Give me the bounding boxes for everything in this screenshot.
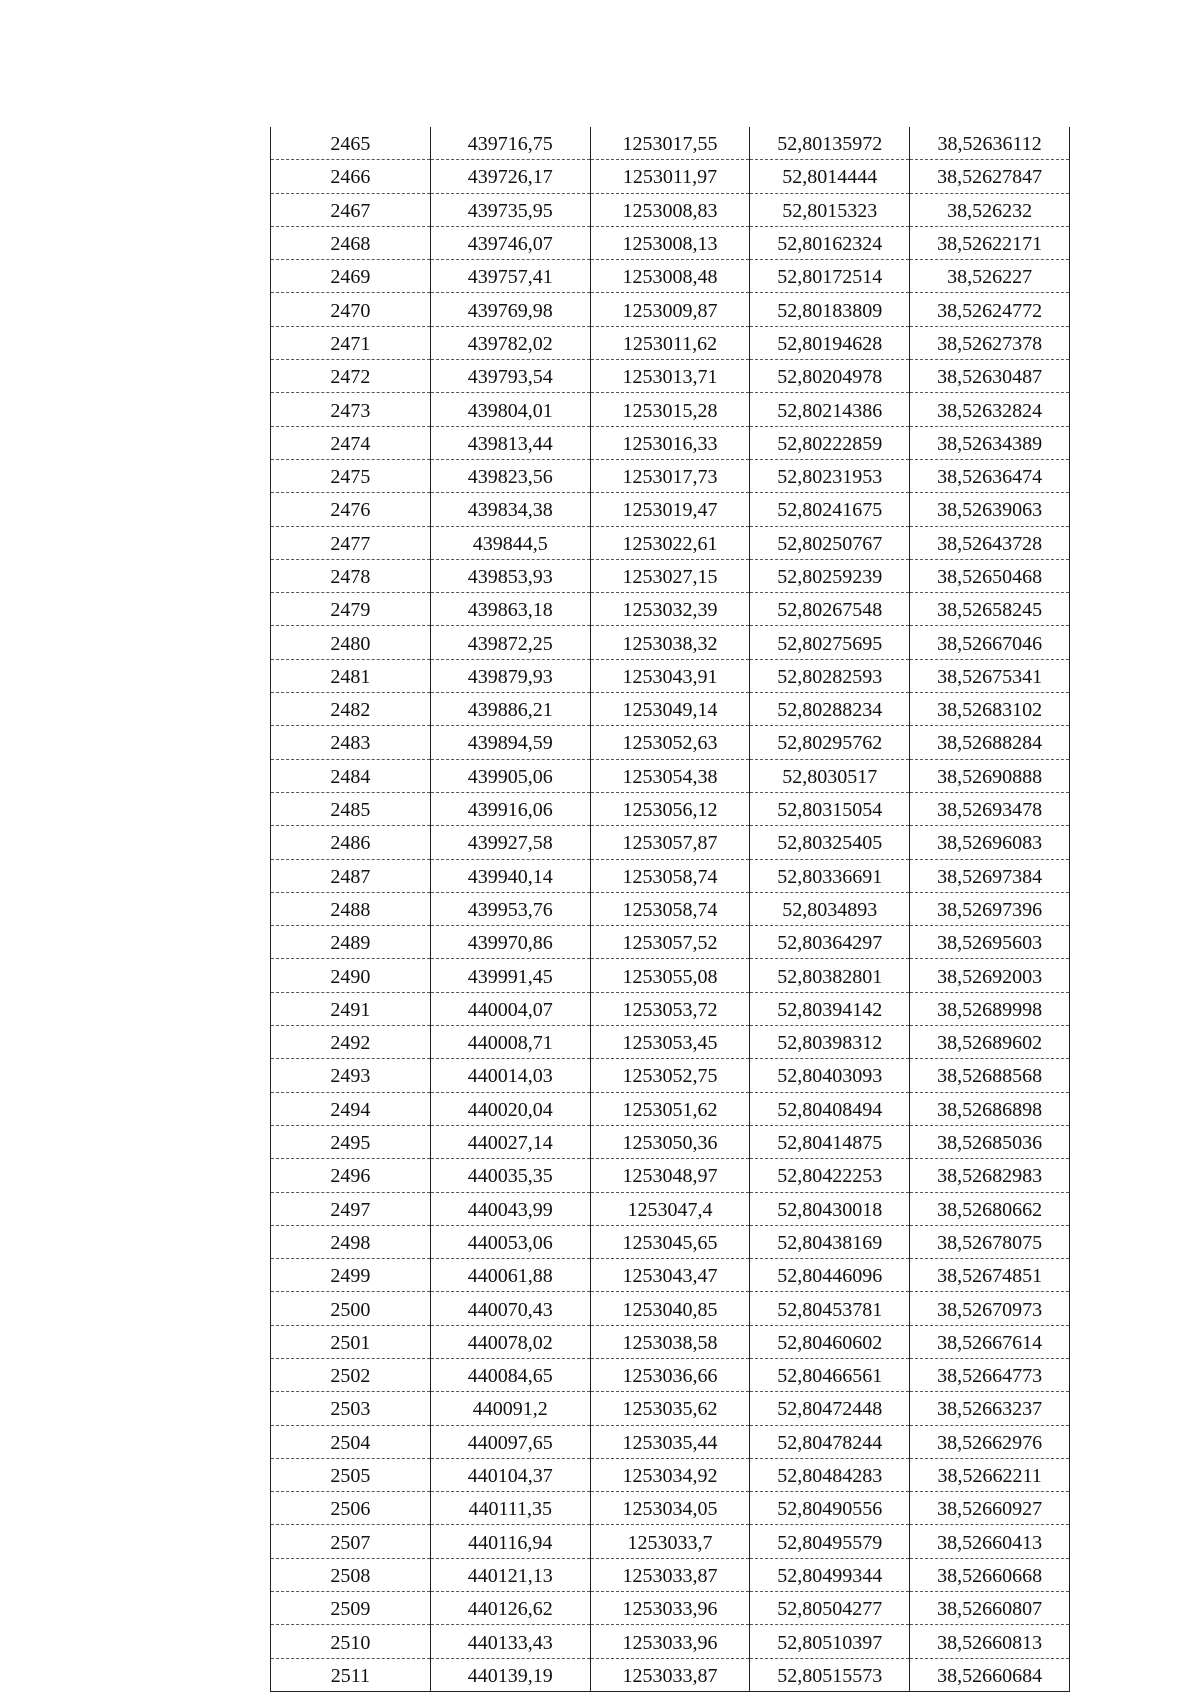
cell-point-number: 2492 (271, 1026, 431, 1059)
cell-x-coordinate: 439746,07 (430, 226, 590, 259)
table-row (271, 792, 1070, 825)
cell-x-coordinate: 440078,02 (430, 1325, 590, 1358)
cell-longitude: 38,52622171 (910, 226, 1070, 259)
cell-y-coordinate: 1253057,87 (590, 826, 750, 859)
table-row (271, 1059, 1070, 1092)
cell-latitude: 52,80135972 (750, 127, 910, 160)
cell-longitude: 38,52697396 (910, 892, 1070, 925)
cell-y-coordinate: 1253034,92 (590, 1458, 750, 1491)
cell-longitude: 38,52682983 (910, 1159, 1070, 1192)
cell-latitude: 52,80250767 (750, 526, 910, 559)
cell-x-coordinate: 440043,99 (430, 1192, 590, 1225)
cell-point-number: 2504 (271, 1425, 431, 1458)
cell-x-coordinate: 439894,59 (430, 726, 590, 759)
table-row (271, 826, 1070, 859)
cell-x-coordinate: 439970,86 (430, 926, 590, 959)
cell-y-coordinate: 1253032,39 (590, 593, 750, 626)
cell-point-number: 2509 (271, 1592, 431, 1625)
cell-latitude: 52,80484283 (750, 1458, 910, 1491)
cell-x-coordinate: 440116,94 (430, 1525, 590, 1558)
table-row (271, 426, 1070, 459)
table-row (271, 626, 1070, 659)
cell-longitude: 38,52675341 (910, 659, 1070, 692)
cell-point-number: 2489 (271, 926, 431, 959)
cell-point-number: 2475 (271, 459, 431, 492)
cell-point-number: 2474 (271, 426, 431, 459)
cell-point-number: 2476 (271, 493, 431, 526)
cell-point-number: 2467 (271, 193, 431, 226)
cell-longitude: 38,52636112 (910, 127, 1070, 160)
table-row (271, 1125, 1070, 1158)
cell-point-number: 2493 (271, 1059, 431, 1092)
table-row (271, 859, 1070, 892)
cell-latitude: 52,80162324 (750, 226, 910, 259)
cell-longitude: 38,52660807 (910, 1592, 1070, 1625)
cell-latitude: 52,80453781 (750, 1292, 910, 1325)
cell-latitude: 52,80478244 (750, 1425, 910, 1458)
cell-x-coordinate: 440084,65 (430, 1358, 590, 1391)
cell-longitude: 38,52670973 (910, 1292, 1070, 1325)
cell-latitude: 52,8014444 (750, 160, 910, 193)
cell-longitude: 38,52685036 (910, 1125, 1070, 1158)
table-row (271, 1192, 1070, 1225)
cell-x-coordinate: 439823,56 (430, 459, 590, 492)
cell-longitude: 38,52634389 (910, 426, 1070, 459)
cell-y-coordinate: 1253011,97 (590, 160, 750, 193)
cell-y-coordinate: 1253009,87 (590, 293, 750, 326)
cell-longitude: 38,52643728 (910, 526, 1070, 559)
table-row (271, 526, 1070, 559)
cell-y-coordinate: 1253022,61 (590, 526, 750, 559)
cell-point-number: 2491 (271, 992, 431, 1025)
cell-x-coordinate: 440139,19 (430, 1658, 590, 1691)
cell-y-coordinate: 1253049,14 (590, 693, 750, 726)
table-row (271, 759, 1070, 792)
cell-longitude: 38,52689602 (910, 1026, 1070, 1059)
cell-x-coordinate: 440091,2 (430, 1392, 590, 1425)
table-row (271, 1026, 1070, 1059)
cell-latitude: 52,80183809 (750, 293, 910, 326)
table-row (271, 1392, 1070, 1425)
cell-x-coordinate: 439813,44 (430, 426, 590, 459)
cell-latitude: 52,80495579 (750, 1525, 910, 1558)
cell-longitude: 38,52630487 (910, 360, 1070, 393)
cell-point-number: 2485 (271, 792, 431, 825)
cell-x-coordinate: 440053,06 (430, 1225, 590, 1258)
cell-point-number: 2510 (271, 1625, 431, 1658)
cell-longitude: 38,52658245 (910, 593, 1070, 626)
cell-longitude: 38,52632824 (910, 393, 1070, 426)
table-row (271, 293, 1070, 326)
cell-longitude: 38,52624772 (910, 293, 1070, 326)
cell-latitude: 52,80267548 (750, 593, 910, 626)
cell-y-coordinate: 1253016,33 (590, 426, 750, 459)
cell-x-coordinate: 440020,04 (430, 1092, 590, 1125)
cell-latitude: 52,80490556 (750, 1492, 910, 1525)
cell-y-coordinate: 1253045,65 (590, 1225, 750, 1258)
cell-latitude: 52,80408494 (750, 1092, 910, 1125)
cell-longitude: 38,52662976 (910, 1425, 1070, 1458)
cell-longitude: 38,52664773 (910, 1358, 1070, 1391)
cell-x-coordinate: 439782,02 (430, 326, 590, 359)
cell-x-coordinate: 439905,06 (430, 759, 590, 792)
cell-x-coordinate: 440014,03 (430, 1059, 590, 1092)
cell-y-coordinate: 1253027,15 (590, 559, 750, 592)
cell-latitude: 52,80499344 (750, 1558, 910, 1591)
cell-x-coordinate: 439716,75 (430, 127, 590, 160)
cell-latitude: 52,80222859 (750, 426, 910, 459)
cell-x-coordinate: 439916,06 (430, 792, 590, 825)
cell-point-number: 2501 (271, 1325, 431, 1358)
cell-x-coordinate: 439793,54 (430, 360, 590, 393)
cell-y-coordinate: 1253013,71 (590, 360, 750, 393)
cell-point-number: 2468 (271, 226, 431, 259)
table-row (271, 1458, 1070, 1491)
cell-x-coordinate: 439991,45 (430, 959, 590, 992)
cell-latitude: 52,80403093 (750, 1059, 910, 1092)
table-row (271, 726, 1070, 759)
cell-x-coordinate: 440111,35 (430, 1492, 590, 1525)
table-row (271, 1292, 1070, 1325)
cell-latitude: 52,80394142 (750, 992, 910, 1025)
cell-point-number: 2488 (271, 892, 431, 925)
cell-latitude: 52,8015323 (750, 193, 910, 226)
cell-y-coordinate: 1253053,72 (590, 992, 750, 1025)
cell-y-coordinate: 1253011,62 (590, 326, 750, 359)
cell-point-number: 2482 (271, 693, 431, 726)
cell-x-coordinate: 440061,88 (430, 1259, 590, 1292)
cell-point-number: 2481 (271, 659, 431, 692)
cell-point-number: 2473 (271, 393, 431, 426)
table-row (271, 193, 1070, 226)
cell-y-coordinate: 1253008,83 (590, 193, 750, 226)
cell-y-coordinate: 1253034,05 (590, 1492, 750, 1525)
cell-y-coordinate: 1253035,44 (590, 1425, 750, 1458)
cell-longitude: 38,52696083 (910, 826, 1070, 859)
table-row (271, 1325, 1070, 1358)
cell-latitude: 52,80259239 (750, 559, 910, 592)
cell-longitude: 38,52660668 (910, 1558, 1070, 1591)
cell-point-number: 2484 (271, 759, 431, 792)
cell-y-coordinate: 1253035,62 (590, 1392, 750, 1425)
cell-longitude: 38,52689998 (910, 992, 1070, 1025)
cell-y-coordinate: 1253036,66 (590, 1358, 750, 1391)
cell-y-coordinate: 1253054,38 (590, 759, 750, 792)
cell-y-coordinate: 1253015,28 (590, 393, 750, 426)
cell-point-number: 2465 (271, 127, 431, 160)
cell-longitude: 38,52697384 (910, 859, 1070, 892)
cell-x-coordinate: 439927,58 (430, 826, 590, 859)
cell-latitude: 52,80315054 (750, 792, 910, 825)
cell-y-coordinate: 1253048,97 (590, 1159, 750, 1192)
cell-point-number: 2486 (271, 826, 431, 859)
cell-y-coordinate: 1253056,12 (590, 792, 750, 825)
cell-longitude: 38,52650468 (910, 559, 1070, 592)
cell-x-coordinate: 440070,43 (430, 1292, 590, 1325)
cell-x-coordinate: 439886,21 (430, 693, 590, 726)
cell-y-coordinate: 1253043,47 (590, 1259, 750, 1292)
cell-longitude: 38,52680662 (910, 1192, 1070, 1225)
coordinates-table-body (271, 127, 1070, 1691)
cell-point-number: 2494 (271, 1092, 431, 1125)
cell-y-coordinate: 1253058,74 (590, 892, 750, 925)
cell-point-number: 2496 (271, 1159, 431, 1192)
cell-y-coordinate: 1253057,52 (590, 926, 750, 959)
cell-longitude: 38,52695603 (910, 926, 1070, 959)
cell-point-number: 2480 (271, 626, 431, 659)
cell-x-coordinate: 439853,93 (430, 559, 590, 592)
cell-latitude: 52,80466561 (750, 1358, 910, 1391)
cell-longitude: 38,52662211 (910, 1458, 1070, 1491)
table-row (271, 393, 1070, 426)
cell-point-number: 2502 (271, 1358, 431, 1391)
cell-latitude: 52,80398312 (750, 1026, 910, 1059)
cell-point-number: 2503 (271, 1392, 431, 1425)
cell-longitude: 38,52692003 (910, 959, 1070, 992)
cell-latitude: 52,80231953 (750, 459, 910, 492)
table-row (271, 593, 1070, 626)
table-row (271, 260, 1070, 293)
cell-y-coordinate: 1253033,96 (590, 1592, 750, 1625)
cell-point-number: 2497 (271, 1192, 431, 1225)
cell-x-coordinate: 439735,95 (430, 193, 590, 226)
cell-latitude: 52,80241675 (750, 493, 910, 526)
cell-latitude: 52,80504277 (750, 1592, 910, 1625)
cell-point-number: 2469 (271, 260, 431, 293)
cell-point-number: 2507 (271, 1525, 431, 1558)
cell-x-coordinate: 439769,98 (430, 293, 590, 326)
cell-x-coordinate: 439757,41 (430, 260, 590, 293)
cell-latitude: 52,80275695 (750, 626, 910, 659)
table-row (271, 1358, 1070, 1391)
cell-y-coordinate: 1253017,73 (590, 459, 750, 492)
cell-x-coordinate: 439844,5 (430, 526, 590, 559)
cell-longitude: 38,52660927 (910, 1492, 1070, 1525)
cell-x-coordinate: 440035,35 (430, 1159, 590, 1192)
cell-longitude: 38,52674851 (910, 1259, 1070, 1292)
cell-x-coordinate: 440097,65 (430, 1425, 590, 1458)
cell-point-number: 2472 (271, 360, 431, 393)
cell-latitude: 52,80364297 (750, 926, 910, 959)
cell-point-number: 2487 (271, 859, 431, 892)
cell-point-number: 2506 (271, 1492, 431, 1525)
cell-x-coordinate: 440121,13 (430, 1558, 590, 1591)
table-row (271, 992, 1070, 1025)
cell-longitude: 38,52627378 (910, 326, 1070, 359)
cell-y-coordinate: 1253058,74 (590, 859, 750, 892)
cell-latitude: 52,8034893 (750, 892, 910, 925)
cell-y-coordinate: 1253008,13 (590, 226, 750, 259)
cell-longitude: 38,52660813 (910, 1625, 1070, 1658)
cell-x-coordinate: 439726,17 (430, 160, 590, 193)
table-row (271, 360, 1070, 393)
cell-longitude: 38,52688568 (910, 1059, 1070, 1092)
cell-point-number: 2498 (271, 1225, 431, 1258)
cell-latitude: 52,80282593 (750, 659, 910, 692)
cell-latitude: 52,80472448 (750, 1392, 910, 1425)
cell-y-coordinate: 1253017,55 (590, 127, 750, 160)
cell-y-coordinate: 1253053,45 (590, 1026, 750, 1059)
cell-point-number: 2495 (271, 1125, 431, 1158)
cell-longitude: 38,52683102 (910, 693, 1070, 726)
cell-latitude: 52,80204978 (750, 360, 910, 393)
table-row (271, 1592, 1070, 1625)
cell-y-coordinate: 1253052,75 (590, 1059, 750, 1092)
cell-latitude: 52,80460602 (750, 1325, 910, 1358)
cell-longitude: 38,52690888 (910, 759, 1070, 792)
cell-x-coordinate: 439834,38 (430, 493, 590, 526)
cell-y-coordinate: 1253038,58 (590, 1325, 750, 1358)
cell-longitude: 38,52693478 (910, 792, 1070, 825)
cell-longitude: 38,52667614 (910, 1325, 1070, 1358)
cell-point-number: 2479 (271, 593, 431, 626)
table-row (271, 892, 1070, 925)
cell-longitude: 38,52688284 (910, 726, 1070, 759)
table-row (271, 326, 1070, 359)
cell-latitude: 52,80430018 (750, 1192, 910, 1225)
cell-y-coordinate: 1253040,85 (590, 1292, 750, 1325)
table-row (271, 1225, 1070, 1258)
cell-y-coordinate: 1253051,62 (590, 1092, 750, 1125)
cell-longitude: 38,52678075 (910, 1225, 1070, 1258)
cell-x-coordinate: 440126,62 (430, 1592, 590, 1625)
cell-y-coordinate: 1253033,87 (590, 1558, 750, 1591)
cell-x-coordinate: 439940,14 (430, 859, 590, 892)
cell-x-coordinate: 439953,76 (430, 892, 590, 925)
cell-latitude: 52,80438169 (750, 1225, 910, 1258)
cell-latitude: 52,80172514 (750, 260, 910, 293)
cell-x-coordinate: 440104,37 (430, 1458, 590, 1491)
cell-longitude: 38,52667046 (910, 626, 1070, 659)
table-row (271, 160, 1070, 193)
cell-longitude: 38,52636474 (910, 459, 1070, 492)
cell-y-coordinate: 1253033,87 (590, 1658, 750, 1691)
cell-latitude: 52,8030517 (750, 759, 910, 792)
table-row (271, 1658, 1070, 1691)
cell-x-coordinate: 440027,14 (430, 1125, 590, 1158)
cell-longitude: 38,52686898 (910, 1092, 1070, 1125)
table-row (271, 1425, 1070, 1458)
cell-point-number: 2477 (271, 526, 431, 559)
coordinates-table (270, 127, 1070, 1692)
cell-longitude: 38,52663237 (910, 1392, 1070, 1425)
cell-latitude: 52,80382801 (750, 959, 910, 992)
cell-point-number: 2500 (271, 1292, 431, 1325)
cell-longitude: 38,526232 (910, 193, 1070, 226)
table-row (271, 693, 1070, 726)
cell-y-coordinate: 1253033,96 (590, 1625, 750, 1658)
cell-latitude: 52,80325405 (750, 826, 910, 859)
cell-x-coordinate: 440008,71 (430, 1026, 590, 1059)
cell-longitude: 38,52627847 (910, 160, 1070, 193)
cell-longitude: 38,526227 (910, 260, 1070, 293)
cell-point-number: 2478 (271, 559, 431, 592)
cell-x-coordinate: 439804,01 (430, 393, 590, 426)
cell-latitude: 52,80414875 (750, 1125, 910, 1158)
cell-longitude: 38,52639063 (910, 493, 1070, 526)
table-row (271, 226, 1070, 259)
table-row (271, 459, 1070, 492)
cell-y-coordinate: 1253055,08 (590, 959, 750, 992)
cell-y-coordinate: 1253008,48 (590, 260, 750, 293)
cell-x-coordinate: 440133,43 (430, 1625, 590, 1658)
table-row (271, 559, 1070, 592)
cell-longitude: 38,52660413 (910, 1525, 1070, 1558)
cell-y-coordinate: 1253019,47 (590, 493, 750, 526)
cell-point-number: 2471 (271, 326, 431, 359)
cell-x-coordinate: 440004,07 (430, 992, 590, 1025)
cell-point-number: 2470 (271, 293, 431, 326)
cell-latitude: 52,80515573 (750, 1658, 910, 1691)
table-row (271, 659, 1070, 692)
cell-latitude: 52,80194628 (750, 326, 910, 359)
cell-x-coordinate: 439863,18 (430, 593, 590, 626)
table-row (271, 127, 1070, 160)
cell-latitude: 52,80214386 (750, 393, 910, 426)
cell-y-coordinate: 1253033,7 (590, 1525, 750, 1558)
cell-point-number: 2505 (271, 1458, 431, 1491)
cell-latitude: 52,80446096 (750, 1259, 910, 1292)
cell-y-coordinate: 1253043,91 (590, 659, 750, 692)
cell-point-number: 2508 (271, 1558, 431, 1591)
table-row (271, 1558, 1070, 1591)
cell-y-coordinate: 1253050,36 (590, 1125, 750, 1158)
cell-point-number: 2490 (271, 959, 431, 992)
cell-latitude: 52,80422253 (750, 1159, 910, 1192)
cell-latitude: 52,80288234 (750, 693, 910, 726)
table-row (271, 1492, 1070, 1525)
table-row (271, 926, 1070, 959)
cell-x-coordinate: 439879,93 (430, 659, 590, 692)
cell-point-number: 2511 (271, 1658, 431, 1691)
table-row (271, 1159, 1070, 1192)
table-row (271, 1625, 1070, 1658)
cell-x-coordinate: 439872,25 (430, 626, 590, 659)
table-row (271, 493, 1070, 526)
cell-latitude: 52,80295762 (750, 726, 910, 759)
cell-y-coordinate: 1253038,32 (590, 626, 750, 659)
cell-latitude: 52,80510397 (750, 1625, 910, 1658)
table-row (271, 1092, 1070, 1125)
cell-point-number: 2499 (271, 1259, 431, 1292)
table-row (271, 1259, 1070, 1292)
cell-latitude: 52,80336691 (750, 859, 910, 892)
table-row (271, 1525, 1070, 1558)
cell-longitude: 38,52660684 (910, 1658, 1070, 1691)
cell-point-number: 2466 (271, 160, 431, 193)
cell-point-number: 2483 (271, 726, 431, 759)
cell-y-coordinate: 1253047,4 (590, 1192, 750, 1225)
cell-y-coordinate: 1253052,63 (590, 726, 750, 759)
table-row (271, 959, 1070, 992)
